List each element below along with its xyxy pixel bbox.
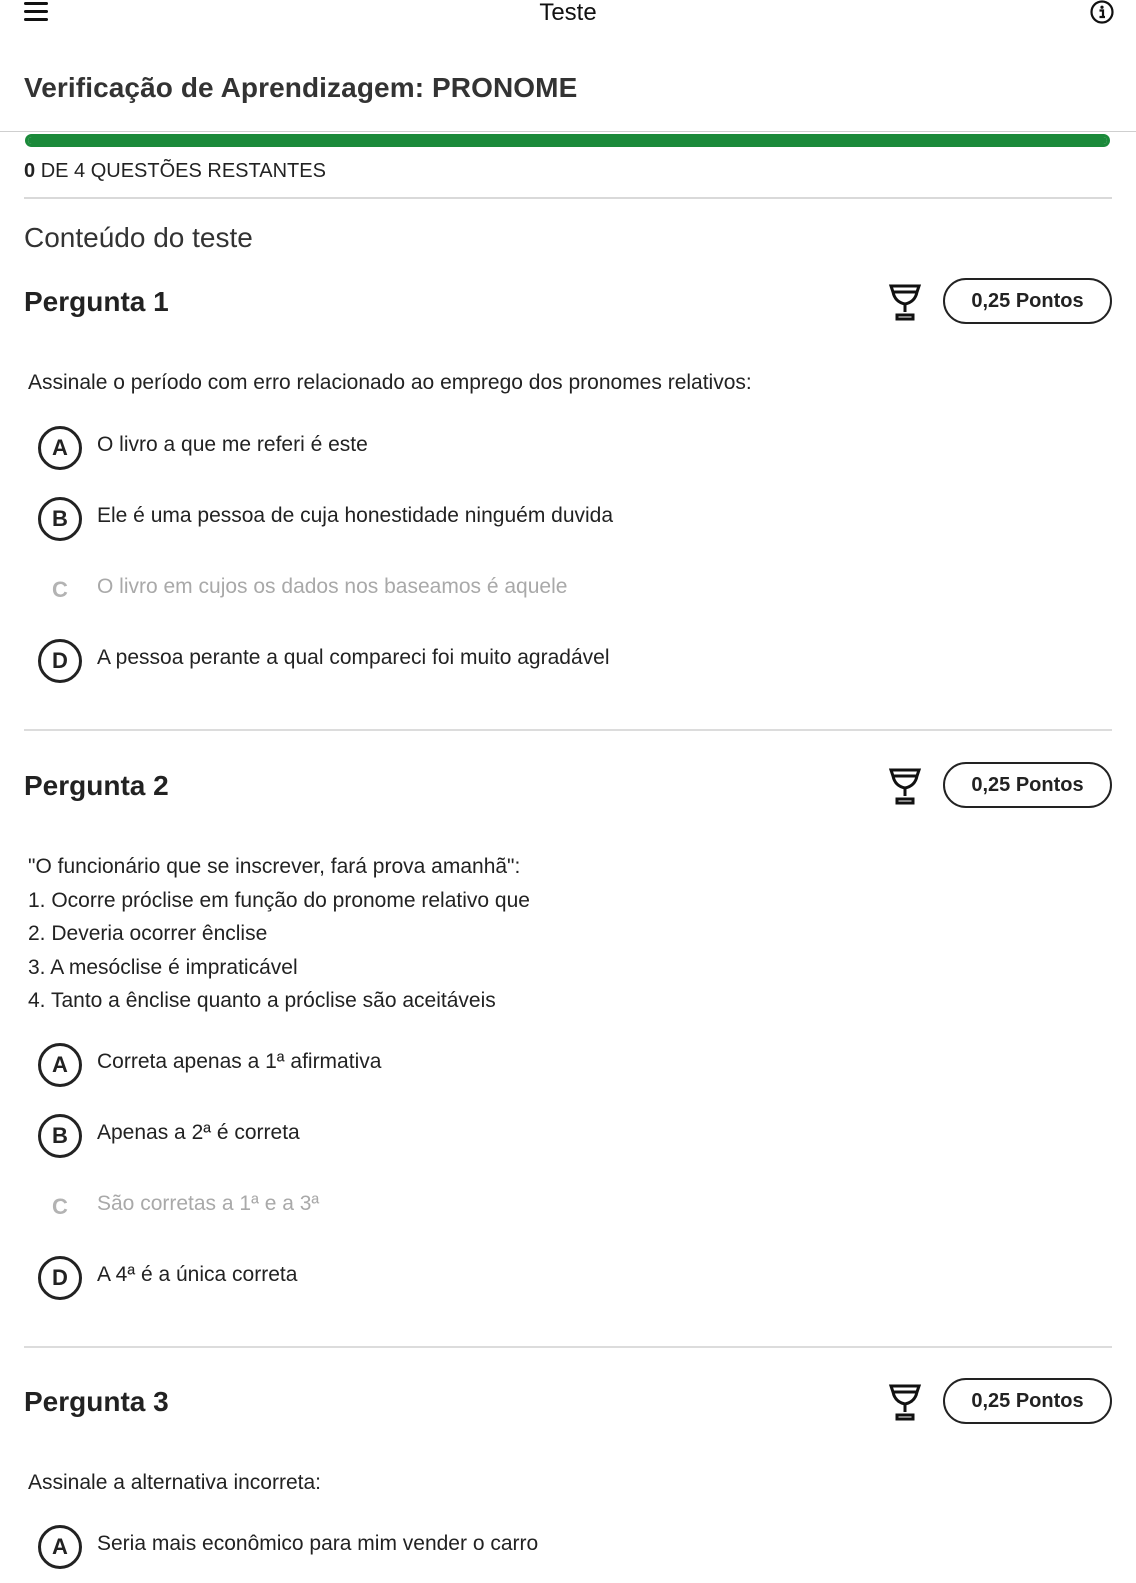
option-c: [38, 568, 1038, 612]
option-text: A pessoa perante a qual compareci foi muito agradável: [97, 646, 610, 669]
stem-line: Assinale o período com erro relacionado ao emprego dos pronomes relativos:: [28, 371, 752, 394]
option-text: Seria mais econômico para mim vender o carro: [97, 1532, 539, 1555]
option-c: [38, 1185, 1038, 1229]
progress-bar: [25, 134, 1110, 147]
option-letter: C: [38, 1185, 82, 1229]
top-bar: [0, 0, 1136, 28]
trophy-icon: [886, 766, 924, 806]
question-stem: [28, 850, 530, 1018]
stem-line: 1. Ocorre próclise em função do pronome relativo que: [28, 888, 530, 912]
progress-fill: [28, 137, 1107, 144]
stem-line: 2. Deveria ocorrer ênclise: [28, 922, 268, 945]
option-text: Ele é uma pessoa de cuja honestidade ninguém duvida: [97, 504, 614, 527]
option-b[interactable]: [38, 1114, 1038, 1158]
page-title: Verificação de Aprendizagem: PRONOME: [24, 72, 578, 103]
stem-line: Assinale a alternativa incorreta:: [28, 1471, 321, 1494]
option-text: A 4ª é a única correta: [97, 1263, 298, 1286]
option-text: Apenas a 2ª é correta: [97, 1121, 300, 1144]
remaining-count: 0: [24, 160, 36, 182]
option-letter: D: [38, 1256, 82, 1300]
option-letter: B: [38, 497, 82, 541]
option-letter: A: [38, 426, 82, 470]
points-badge: 0,25 Pontos: [943, 278, 1112, 324]
option-text: São corretas a 1ª e a 3ª: [97, 1192, 320, 1215]
trophy-icon: [886, 282, 924, 322]
option-a[interactable]: [38, 1043, 1038, 1087]
option-text: O livro em cujos os dados nos baseamos é aquele: [97, 575, 568, 598]
question-title: Pergunta 3: [24, 1386, 169, 1417]
question-stem: [28, 366, 752, 400]
remaining-label: DE 4 QUESTÕES RESTANTES: [40, 160, 326, 182]
option-b[interactable]: [38, 497, 1038, 541]
question-stem: [28, 1466, 321, 1500]
divider: [0, 131, 1136, 132]
trophy-icon: [886, 1382, 924, 1422]
option-text: Correta apenas a 1ª afirmativa: [97, 1050, 382, 1073]
option-a[interactable]: [38, 426, 1038, 470]
app-title: Teste: [539, 0, 597, 26]
option-letter: C: [38, 568, 82, 612]
option-text: O livro a que me referi é este: [97, 433, 368, 456]
option-d[interactable]: [38, 1256, 1038, 1300]
stem-line: 4. Tanto a ênclise quanto a próclise são aceitáveis: [28, 989, 496, 1012]
option-d[interactable]: [38, 639, 1038, 683]
question-title: Pergunta 2: [24, 770, 169, 801]
option-letter: B: [38, 1114, 82, 1158]
option-letter: D: [38, 639, 82, 683]
info-icon[interactable]: [1090, 0, 1114, 24]
divider: [24, 1346, 1112, 1348]
divider: [24, 197, 1112, 199]
question-title: Pergunta 1: [24, 286, 169, 317]
option-letter: A: [38, 1525, 82, 1569]
stem-line: 3. A mesóclise é impraticável: [28, 955, 298, 979]
points-badge: 0,25 Pontos: [943, 1378, 1112, 1424]
option-a[interactable]: [38, 1525, 1038, 1569]
option-letter: A: [38, 1043, 82, 1087]
stem-line: "O funcionário que se inscrever, fará prova amanhã":: [28, 855, 521, 878]
points-badge: 0,25 Pontos: [943, 762, 1112, 808]
remaining-questions: [24, 160, 326, 183]
section-title: Conteúdo do teste: [24, 222, 253, 253]
divider: [24, 729, 1112, 731]
